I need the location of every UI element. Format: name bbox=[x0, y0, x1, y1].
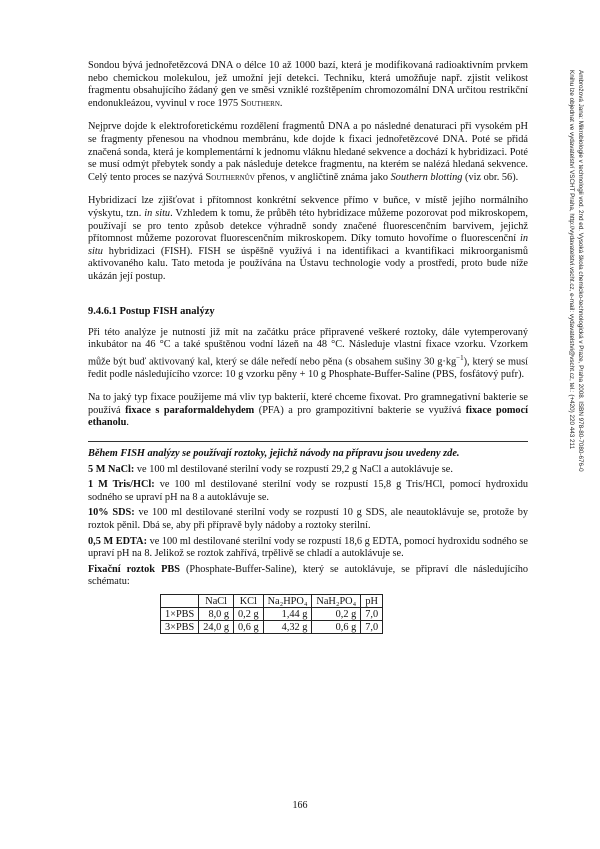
table-cell: 7,0 bbox=[361, 621, 383, 634]
paragraph-5 bbox=[88, 392, 528, 430]
table-row bbox=[161, 621, 383, 634]
table-cell: 0,6 g bbox=[312, 621, 361, 634]
paragraph-4-text-a: Při této analýze je nutností již mít na začátku práce připravené veškeré roztoky, dále vytemperovaný inkubátor na 46 °C a také spuštěnou vodní lázeň na 48 °C. Následuje vlastní fixace vzorku. Vzorkem může být buď aktivovaný kal, který se dále neředí nebo pěna (s obsahem sušiny 30 g·kg bbox=[88, 326, 528, 368]
pbs-table bbox=[160, 594, 383, 634]
table-cell: 0,6 g bbox=[234, 621, 264, 634]
paragraph-5-text-b: (PFA) a pro grampozitivní bakterie se využívá bbox=[258, 404, 462, 416]
southern-blotting-term: Southern blotting bbox=[390, 171, 463, 183]
solution-text: ve 100 ml destilované sterilní vody se rozpustí 29,2 g NaCl a autoklávuje se. bbox=[136, 463, 453, 475]
paragraph-1 bbox=[88, 60, 528, 110]
solution-label: 5 M NaCl: bbox=[88, 463, 135, 475]
citation-line-1: Ambrožová Jana: Mikrobiologie v technologii vod. 2nd ed. Vysoká škola chemicko-technologická v Praze, Praha 2008. ISBN 978-80-7080-676-0 bbox=[577, 70, 584, 472]
table-cell: 1×PBS bbox=[161, 608, 199, 621]
paragraph-2-text-c: (viz obr. 56). bbox=[465, 171, 519, 183]
author-name-southern: Southern. bbox=[240, 97, 283, 109]
table-header-cell bbox=[161, 595, 199, 608]
unit-exponent: −1 bbox=[456, 353, 464, 362]
table-cell: 0,2 g bbox=[234, 608, 264, 621]
table-header-cell: KCl bbox=[234, 595, 264, 608]
solution-label: Fixační roztok PBS bbox=[88, 563, 180, 575]
solution-item bbox=[88, 536, 528, 561]
pfa-fixation-term: fixace s paraformaldehydem bbox=[125, 404, 255, 416]
section-heading: 9.4.6.1 Postup FISH analýzy bbox=[88, 305, 215, 317]
table-row bbox=[161, 608, 383, 621]
table-cell: 7,0 bbox=[361, 608, 383, 621]
citation-sidebar-text bbox=[567, 70, 584, 630]
solution-label: 0,5 M EDTA: bbox=[88, 535, 148, 547]
table-cell: 8,0 g bbox=[199, 608, 234, 621]
in-situ-term-1: in situ bbox=[144, 207, 171, 219]
table-header-cell: NaCl bbox=[199, 595, 234, 608]
paragraph-5-text-a: Na to jaký typ fixace použijeme má vliv typ bakterií, které chceme fixovat. Pro gramnegativní bakterie se používá bbox=[88, 392, 528, 416]
page-body bbox=[88, 60, 528, 634]
paragraph-3 bbox=[88, 195, 528, 283]
solution-item bbox=[88, 464, 528, 477]
paragraph-4 bbox=[88, 327, 528, 382]
solution-text: ve 100 ml destilované sterilní vody se rozpustí 10 g SDS, ale neautoklávuje se, protože by roztok pěnil. Dbá se, aby při přípravě byly nádoby a roztoky sterilní. bbox=[88, 507, 528, 532]
table-cell: 1,44 g bbox=[263, 608, 312, 621]
table-cell: 0,2 g bbox=[312, 608, 361, 621]
table-header-row bbox=[161, 595, 383, 608]
solutions-box-heading: Během FISH analýzy se používají roztoky, jejichž návody na přípravu jsou uvedeny zde. bbox=[88, 448, 460, 460]
table-cell: 24,0 g bbox=[199, 621, 234, 634]
solution-item bbox=[88, 479, 528, 504]
paragraph-1-text: Sondou bývá jednořetězcová DNA o délce 10 až 1000 bazí, která je modifikovaná radioaktivním prvkem nebo chemickou molekulou, jež umožní její detekci. Techniku, která umožňuje např. zjistit velikost fragmentu obsahujícího žádaný gen ve směsi vzniklé rozštěpením chromozomální DNA určitou restrikční endonukleázou, vyvinul v roce 1975 bbox=[88, 60, 528, 109]
paragraph-2 bbox=[88, 121, 528, 184]
solution-label: 1 M Tris/HCl: bbox=[88, 479, 155, 491]
solution-text: ve 100 ml destilované sterilní vody se rozpustí 18,6 g EDTA, pomocí hydroxidu sodného se upraví pH na 8. Jelikož se roztok zahřívá, trpělivě se chladí a autoklávuje se. bbox=[88, 535, 528, 560]
paragraph-3-text-b: . Vzhledem k tomu, že průběh této hybridizace můžeme pozorovat pod mikroskopem, používají se pro tento způsob detekce výhradně sondy značené fluorescenčním barvivem, jejichž přítomnost můžeme pozorovat fluorescenčním mikroskopem. Díky tomuto hovoříme o fluorescenční bbox=[88, 207, 528, 245]
solution-item bbox=[88, 507, 528, 532]
citation-sidebar bbox=[552, 70, 592, 630]
table-header-cell: pH bbox=[361, 595, 383, 608]
paragraph-5-text-c: . bbox=[126, 417, 129, 429]
solution-text: (Phosphate-Buffer-Saline), který se autoklávuje, se připraví dle následujícího schématu: bbox=[88, 563, 529, 588]
paragraph-2-text-a: Nejprve dojde k elektroforetickému rozdělení fragmentů DNA a po následné denaturaci při vysokém pH se fragmenty přenesou na vhodnou membránu, kde dojde k fixaci jednořetězcové DNA. Poté se přidá značená sonda, která je komplementární k jednomu vláknu hledané sekvence a dochází k hybridizaci. Poté se musí odmýt přebytek sondy a pak následuje detekce fragmentu, na kterém se nalézá hledaná sekvence. Celý tento proces se nazývá bbox=[88, 121, 528, 183]
solution-text: ve 100 ml destilované sterilní vody se rozpustí 15,8 g Tris/HCl, pomocí hydroxidu sodného se upraví pH na 8 a autoklávuje se. bbox=[88, 479, 528, 503]
solution-item bbox=[88, 564, 528, 589]
table-cell: 3×PBS bbox=[161, 621, 199, 634]
page-number: 166 bbox=[292, 800, 308, 811]
solution-label: 10% SDS: bbox=[88, 507, 135, 519]
paragraph-4-text-b: ), který se musí ředit podle následujícího vzorce: 10 g vzorku pěny + 10 g Phosphate-Buffer-Saline (PBS, fosfátový pufr). bbox=[88, 356, 528, 380]
in-situ-term-2: in situ bbox=[88, 233, 529, 257]
citation-line-2: Knihu lze objednat ve vydavatelství VŠCHT Praha, http://vydavatelstvi.vscht.cz, e-mail: vydavatelstvi@vscht.cz, tel.: (+420) 220 443 211 bbox=[568, 70, 576, 450]
ethanol-fixation-term: fixace pomocí ethanolu bbox=[88, 404, 529, 429]
table-cell: 4,32 g bbox=[263, 621, 312, 634]
solutions-box bbox=[88, 441, 528, 634]
table-header-cell: Na₂HPO₄ bbox=[263, 595, 312, 608]
paragraph-3-text-a: Hybridizací lze zjišťovat i přítomnost konkrétní sekvence přímo v buňce, v místě jejího normálního výskytu, tzn. bbox=[88, 195, 528, 219]
table-header-cell: NaH₂PO₄ bbox=[312, 595, 361, 608]
paragraph-3-text-c: hybridizaci (FISH). FISH se úspěšně využívá i na identifikaci a kvantifikaci mikroorganismů aktivovaného kalu. Tato metoda je používána na Ústavu technologie vody a prostředí, proto bude níže ukázán její postup. bbox=[88, 245, 528, 282]
paragraph-2-text-b: přenos, v angličtině známa jako bbox=[257, 171, 389, 183]
southern-name: Southernův bbox=[205, 171, 255, 183]
